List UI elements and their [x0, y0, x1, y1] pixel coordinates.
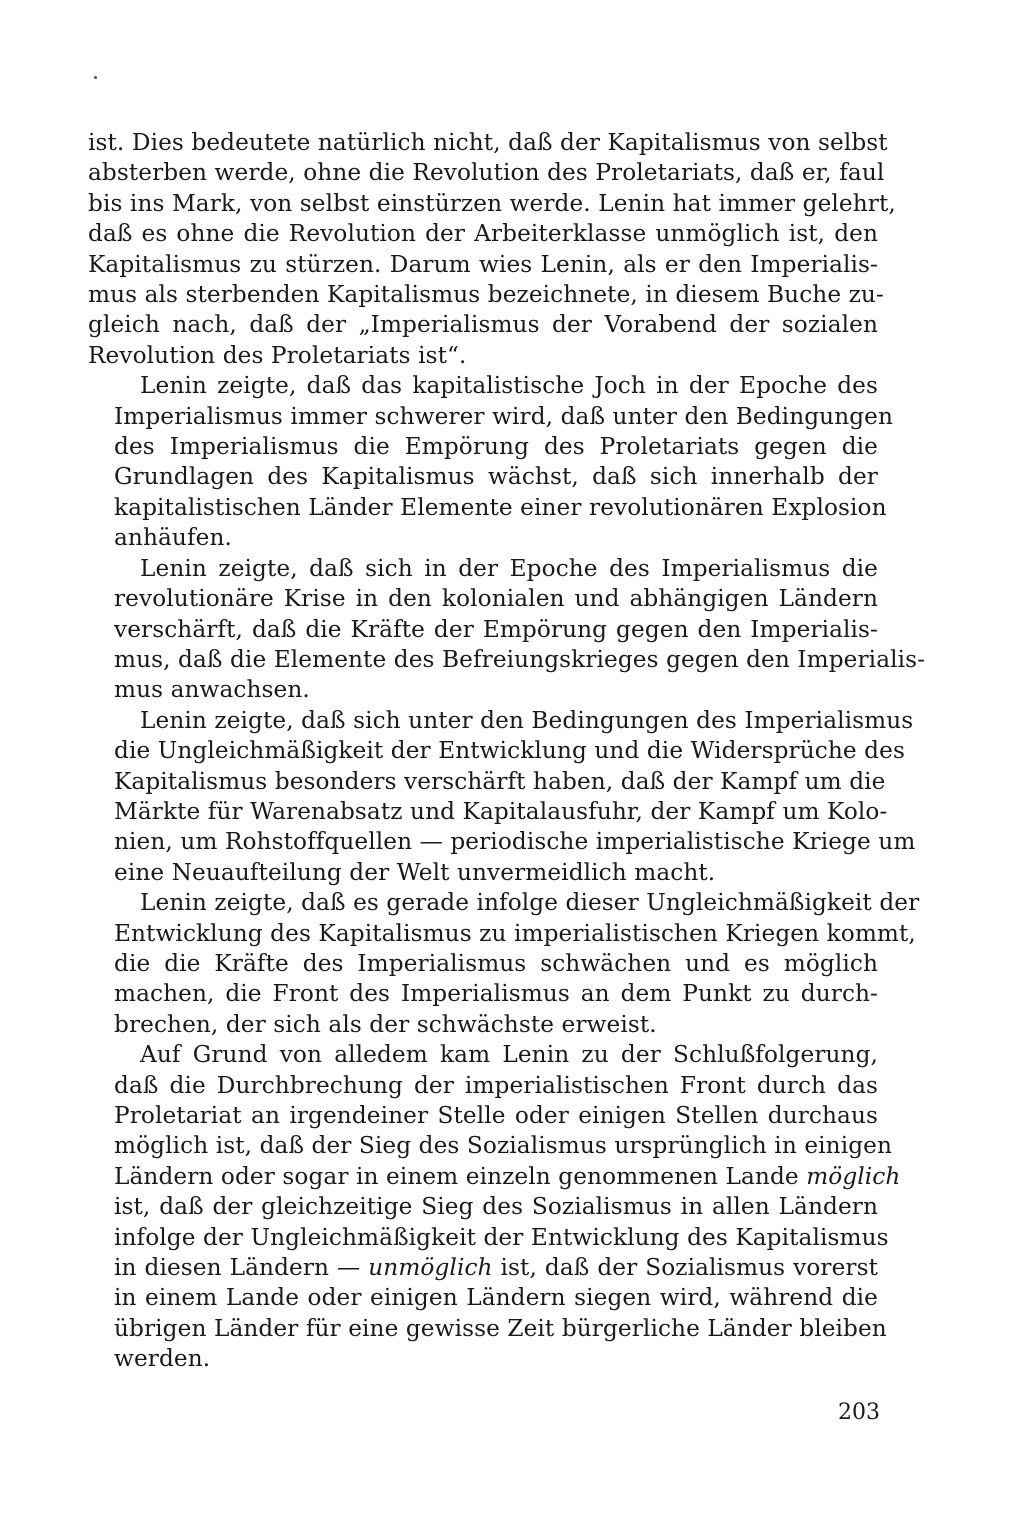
scan-speck: [94, 76, 97, 79]
paragraph: [88, 128, 896, 371]
paragraph: [88, 1040, 901, 1374]
paragraph: [88, 888, 920, 1040]
text-line: die die Kräfte des Imperialismus schwächen und es möglich: [114, 949, 878, 977]
text-line: Grundlagen des Kapitalismus wächst, daß sich innerhalb der: [114, 463, 878, 491]
text-line: werden.: [114, 1345, 211, 1373]
text-line: daß die Durchbrechung der imperialistischen Front durch das: [114, 1071, 878, 1099]
text-line: infolge der Ungleichmäßigkeit der Entwicklung des Kapitalismus: [114, 1223, 889, 1251]
text-line: absterben werde, ohne die Revolution des Proletariats, daß er, faul: [88, 159, 885, 187]
text-line: Lenin zeigte, daß sich unter den Bedingungen des Imperialismus: [140, 706, 914, 734]
text-line: kapitalistischen Länder Elemente einer revolutionären Explosion: [114, 493, 887, 521]
text-line: in einem Lande oder einigen Ländern siegen wird, während die: [114, 1284, 878, 1312]
text-line: Auf Grund von alledem kam Lenin zu der Schlußfolgerung,: [140, 1041, 878, 1069]
page-number: 203: [838, 1400, 880, 1425]
text-line: mus als sterbenden Kapitalismus bezeichnete, in diesem Buche zu-: [88, 281, 884, 309]
paragraph: [88, 554, 926, 706]
text-line: mus anwachsen.: [114, 676, 310, 704]
paragraph: [88, 371, 894, 553]
text-line: brechen, der sich als der schwächste erweist.: [114, 1010, 657, 1038]
text-line: ist, daß der gleichzeitige Sieg des Sozialismus in allen Ländern: [114, 1193, 878, 1221]
text-line: verschärft, daß die Kräfte der Empörung gegen den Imperialis-: [114, 615, 878, 643]
text-line: Märkte für Warenabsatz und Kapitalausfuhr, der Kampf um Kolo-: [114, 797, 888, 825]
text-line: nien, um Rohstoffquellen — periodische imperialistische Kriege um: [114, 828, 916, 856]
text-line: Entwicklung des Kapitalismus zu imperialistischen Kriegen kommt,: [114, 919, 916, 947]
text-line: ist. Dies bedeutete natürlich nicht, daß der Kapitalismus von selbst: [88, 129, 888, 156]
text-line: Ländern oder sogar in einem einzeln genommenen Lande möglich: [114, 1162, 901, 1190]
text-line: Lenin zeigte, daß es gerade infolge dieser Ungleichmäßigkeit der: [140, 889, 920, 917]
paragraph: [88, 706, 916, 888]
text-line: des Imperialismus die Empörung des Proletariats gegen die: [114, 433, 878, 461]
text-line: daß es ohne die Revolution der Arbeiterklasse unmöglich ist, den: [88, 220, 878, 248]
text-line: mus, daß die Elemente des Befreiungskrieges gegen den Imperialis-: [114, 645, 926, 673]
text-line: anhäufen.: [114, 524, 232, 552]
text-line: in diesen Ländern — unmöglich ist, daß der Sozialismus vorerst: [114, 1254, 879, 1282]
text-line: Kapitalismus besonders verschärft haben, daß der Kampf um die: [114, 767, 886, 795]
text-line: Proletariat an irgendeiner Stelle oder einigen Stellen durchaus: [114, 1102, 878, 1129]
text-line: eine Neuaufteilung der Welt unvermeidlich macht.: [114, 858, 716, 886]
text-line: Lenin zeigte, daß sich in der Epoche des Imperialismus die: [140, 554, 878, 582]
text-line: die Ungleichmäßigkeit der Entwicklung und die Widersprüche des: [114, 737, 905, 765]
text-line: Revolution des Proletariats ist“.: [88, 341, 467, 369]
text-line: revolutionäre Krise in den kolonialen und abhängigen Ländern: [114, 585, 878, 613]
book-page-body: [88, 128, 926, 1375]
text-line: Lenin zeigte, daß das kapitalistische Joch in der Epoche des: [140, 372, 878, 400]
text-line: Kapitalismus zu stürzen. Darum wies Lenin, als er den Imperialis-: [88, 250, 878, 278]
text-line: Imperialismus immer schwerer wird, daß unter den Bedingungen: [114, 402, 894, 430]
text-line: möglich ist, daß der Sieg des Sozialismus ursprünglich in einigen: [114, 1132, 893, 1160]
text-line: übrigen Länder für eine gewisse Zeit bürgerliche Länder bleiben: [114, 1314, 887, 1342]
text-line: gleich nach, daß der „Imperialismus der Vorabend der sozialen: [88, 311, 878, 339]
text-line: machen, die Front des Imperialismus an dem Punkt zu durch-: [114, 980, 878, 1008]
text-line: bis ins Mark, von selbst einstürzen werde. Lenin hat immer gelehrt,: [88, 189, 896, 217]
